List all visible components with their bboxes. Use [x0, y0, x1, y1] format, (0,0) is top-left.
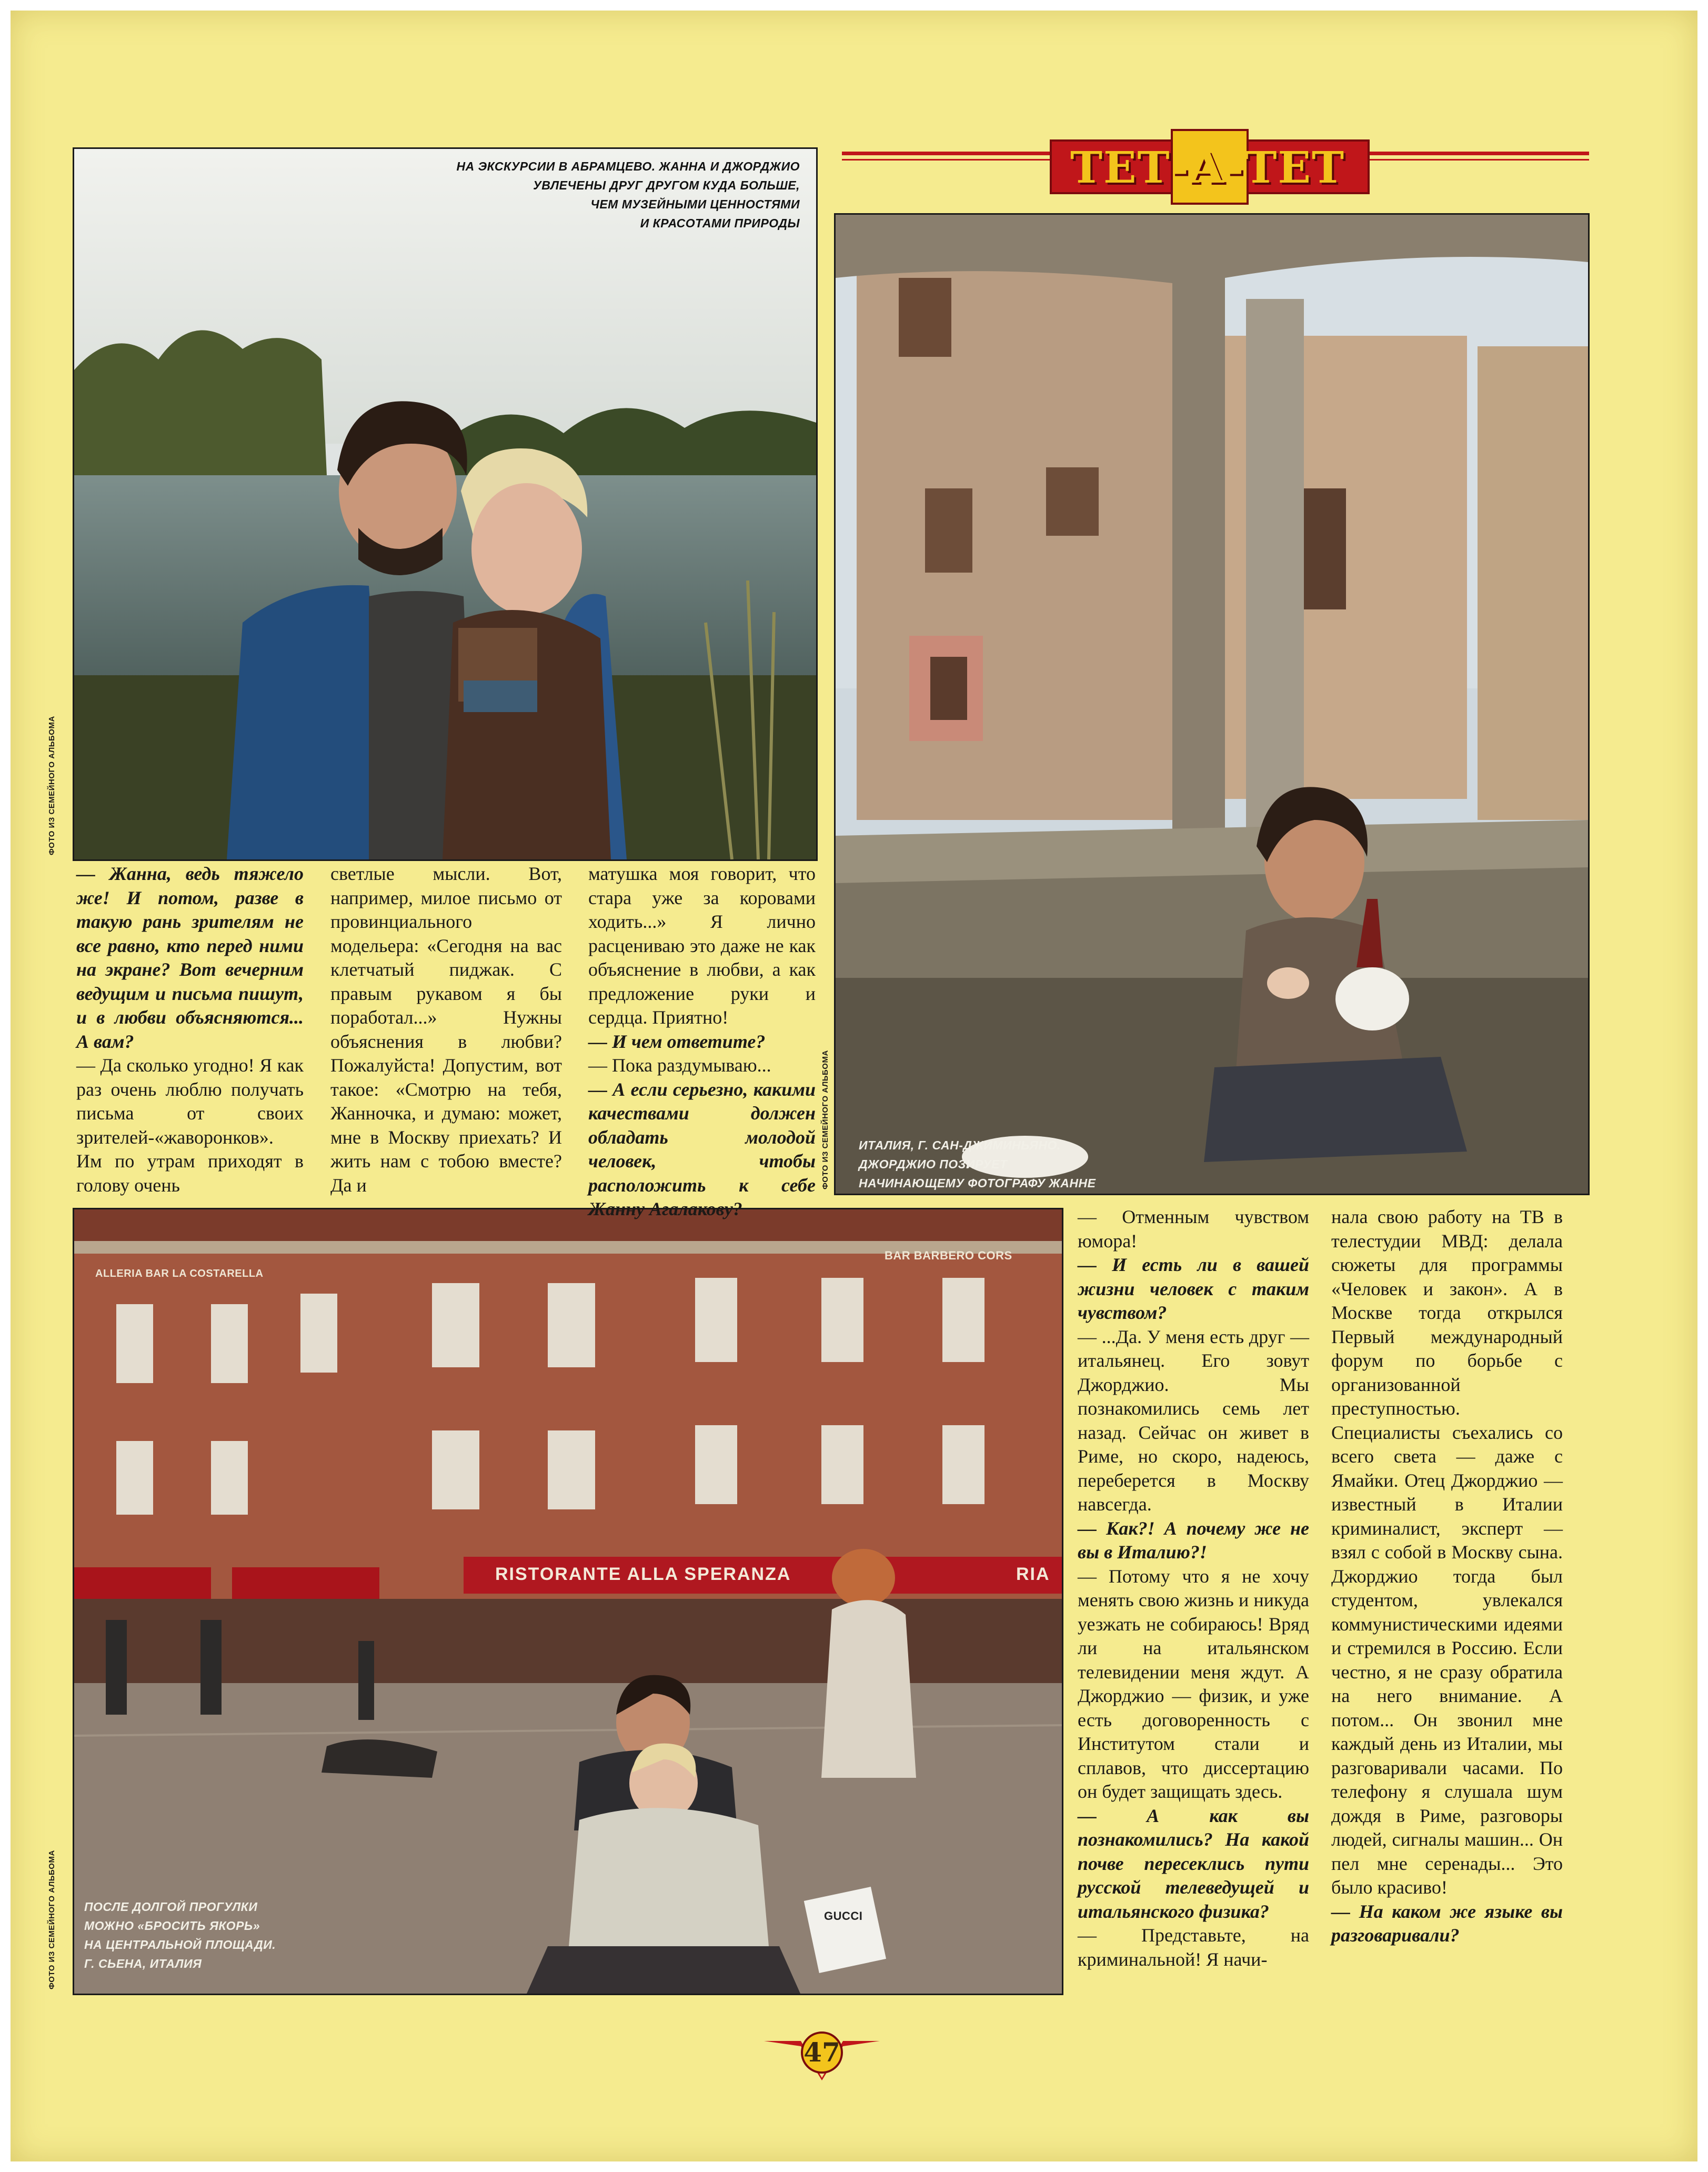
- article-column-5: [1331, 1205, 1563, 1948]
- answer-paragraph: — Представьте, на криминальной! Я начи-: [1078, 1925, 1309, 1970]
- article-column-1: [76, 862, 304, 1197]
- article-column-2: [330, 862, 562, 1197]
- question-text: — А как вы познакомились? На какой почве пересеклись пути русской телеведущей и итальянского физика?: [1078, 1805, 1309, 1922]
- answer-paragraph: — Потому что я не хочу менять свою жизнь и никуда уезжать не собираюсь! Вряд ли на итальянском телевидении меня ждут. А Джорджио — физик, и уже есть договоренность с Институтом стали и сплавов, что диссертацию он будет защищать здесь.: [1078, 1565, 1309, 1802]
- page-number-badge: [764, 2030, 880, 2080]
- caption-line: ДЖОРДЖИО ПОЗИРУЕТ: [859, 1157, 1008, 1171]
- question-text: — А если серьезно, какими качествами должен обладать молодой человек, чтобы расположить к себе Жанну Агалакову?: [588, 1078, 816, 1219]
- san-gimignano-caption: [859, 1136, 1227, 1193]
- siena-sign-right: BAR BARBERO CORS: [885, 1249, 1012, 1262]
- section-title: ТЕТ-А-ТЕТ: [1070, 143, 1345, 193]
- article-column-4: [1078, 1205, 1309, 1971]
- photo-san-gimignano: [834, 213, 1590, 1195]
- header-rule-right: [1365, 152, 1589, 155]
- photo-siena: [73, 1208, 1063, 1995]
- san-gimignano-image: [836, 215, 1588, 1194]
- section-logo: [1050, 129, 1365, 197]
- caption-line: НАЧИНАЮЩЕМУ ФОТОГРАФУ ЖАННЕ: [859, 1176, 1096, 1190]
- header-rule-left: [842, 152, 1050, 155]
- siena-bag-text: GUCCI: [824, 1909, 863, 1923]
- answer-paragraph: — Да сколько угодно! Я как раз очень люблю получать письма от своих зрителей-«жаворонков». Им по утрам приходят в голову очень: [76, 1055, 304, 1196]
- answer-paragraph: — ...Да. У меня есть друг — итальянец. Его зовут Джорджио. Мы познакомились семь лет назад. Сейчас он живет в Риме, но скоро, надеюсь, переберется в Москву навсегда.: [1078, 1326, 1309, 1515]
- siena-caption: [84, 1897, 379, 1973]
- question-paragraph: [588, 1030, 816, 1054]
- abramtsevo-image: [74, 149, 816, 859]
- page-number: 47: [803, 2037, 840, 2068]
- answer-paragraph: — Отменным чувством юмора!: [1078, 1206, 1309, 1252]
- answer-paragraph: нала свою работу на ТВ в телестудии МВД: делала сюжеты для программы «Человек и закон». А в Москве тогда открылся Первый международный форум по борьбе с организованной преступностью. Специалисты съехались со всего света — даже с Ямайки. Отец Джорджио — известный в Италии криминалист, эксперт — взял с собой в Москву сына. Джорджио тогда был студентом, увлекался коммунистическими идеями и стремился в Россию. Если честно, я не сразу обратила на него внимание. А потом... Он звонил мне каждый день из Италии, мы разговаривали часами. По телефону я слушала шум дождя в Риме, разговоры людей, сигналы машин... Он пел мне серенады... Это было красиво!: [1331, 1206, 1563, 1898]
- siena-sign-left: ALLERIA BAR LA COSTARELLA: [95, 1268, 264, 1279]
- question-text: — На каком же языке вы разговаривали?: [1331, 1900, 1563, 1946]
- question-text: — И чем ответите?: [588, 1030, 766, 1052]
- header-rule-left-thin: [842, 159, 1050, 161]
- question-text: — И есть ли в вашей жизни человек с таким чувством?: [1078, 1254, 1309, 1323]
- question-paragraph: [1078, 1804, 1309, 1924]
- caption-line: И КРАСОТАМИ ПРИРОДЫ: [640, 216, 800, 230]
- photo-credit: ФОТО ИЗ СЕМЕЙНОГО АЛЬБОМА: [821, 1050, 830, 1189]
- answer-paragraph: — Пока раздумываю...: [588, 1055, 771, 1076]
- question-paragraph: [1078, 1253, 1309, 1325]
- photo-credit: ФОТО ИЗ СЕМЕЙНОГО АЛЬБОМА: [47, 716, 56, 855]
- caption-line: ПОСЛЕ ДОЛГОЙ ПРОГУЛКИ: [84, 1900, 258, 1914]
- question-text: — Жанна, ведь тяжело же! И потом, разве в такую рань зрителям не все равно, кто перед ними на экране? Вот вечерним ведущим и письма пишут, и в любви объясняются... А вам?: [76, 863, 304, 1052]
- caption-line: МОЖНО «БРОСИТЬ ЯКОРЬ»: [84, 1919, 260, 1933]
- caption-line: ИТАЛИЯ, Г. САН-ДЖИМИНЬЯНО.: [859, 1138, 1061, 1152]
- article-column-3: [588, 862, 816, 1222]
- caption-line: ЧЕМ МУЗЕЙНЫМИ ЦЕННОСТЯМИ: [590, 197, 800, 211]
- answer-paragraph: [76, 862, 304, 1054]
- header-rule-right-thin: [1365, 159, 1589, 161]
- caption-line: УВЛЕЧЕНЫ ДРУГ ДРУГОМ КУДА БОЛЬШЕ,: [533, 178, 800, 192]
- answer-paragraph: светлые мысли. Вот, например, милое письмо от провинциального модельера: «Сегодня на вас клетчатый пиджак. С правым рукавом я бы поработал...» Нужны объяснения в любви? Пожалуйста! Допустим, вот такое: «Смотрю на тебя, Жанночка, и думаю: может, мне в Москву приехать? И жить нам с тобою вместе? Да и: [330, 863, 562, 1196]
- question-paragraph: [1331, 1900, 1563, 1948]
- abramtsevo-caption: [410, 157, 800, 233]
- caption-line: Г. СЬЕНА, ИТАЛИЯ: [84, 1957, 202, 1970]
- caption-line: НА ЭКСКУРСИИ В АБРАМЦЕВО. ЖАННА И ДЖОРДЖИО: [456, 159, 800, 173]
- siena-image: [74, 1209, 1062, 1994]
- answer-paragraph: матушка моя говорит, что стара уже за коровами ходить...» Я лично расцениваю это даже не как объяснение в любви, а как предложение руки и сердца. Приятно!: [588, 863, 816, 1028]
- photo-credit: ФОТО ИЗ СЕМЕЙНОГО АЛЬБОМА: [47, 1850, 56, 1989]
- question-paragraph: [1078, 1517, 1309, 1565]
- question-text: — Как?! А почему же не вы в Италию?!: [1078, 1517, 1309, 1563]
- siena-awning-right-text: RIA: [1016, 1564, 1050, 1584]
- caption-line: НА ЦЕНТРАЛЬНОЙ ПЛОЩАДИ.: [84, 1938, 276, 1951]
- photo-abramtsevo: [73, 147, 818, 861]
- magazine-page: [11, 11, 1697, 2161]
- siena-awning-text: RISTORANTE ALLA SPERANZA: [495, 1564, 791, 1584]
- question-paragraph: [588, 1078, 816, 1222]
